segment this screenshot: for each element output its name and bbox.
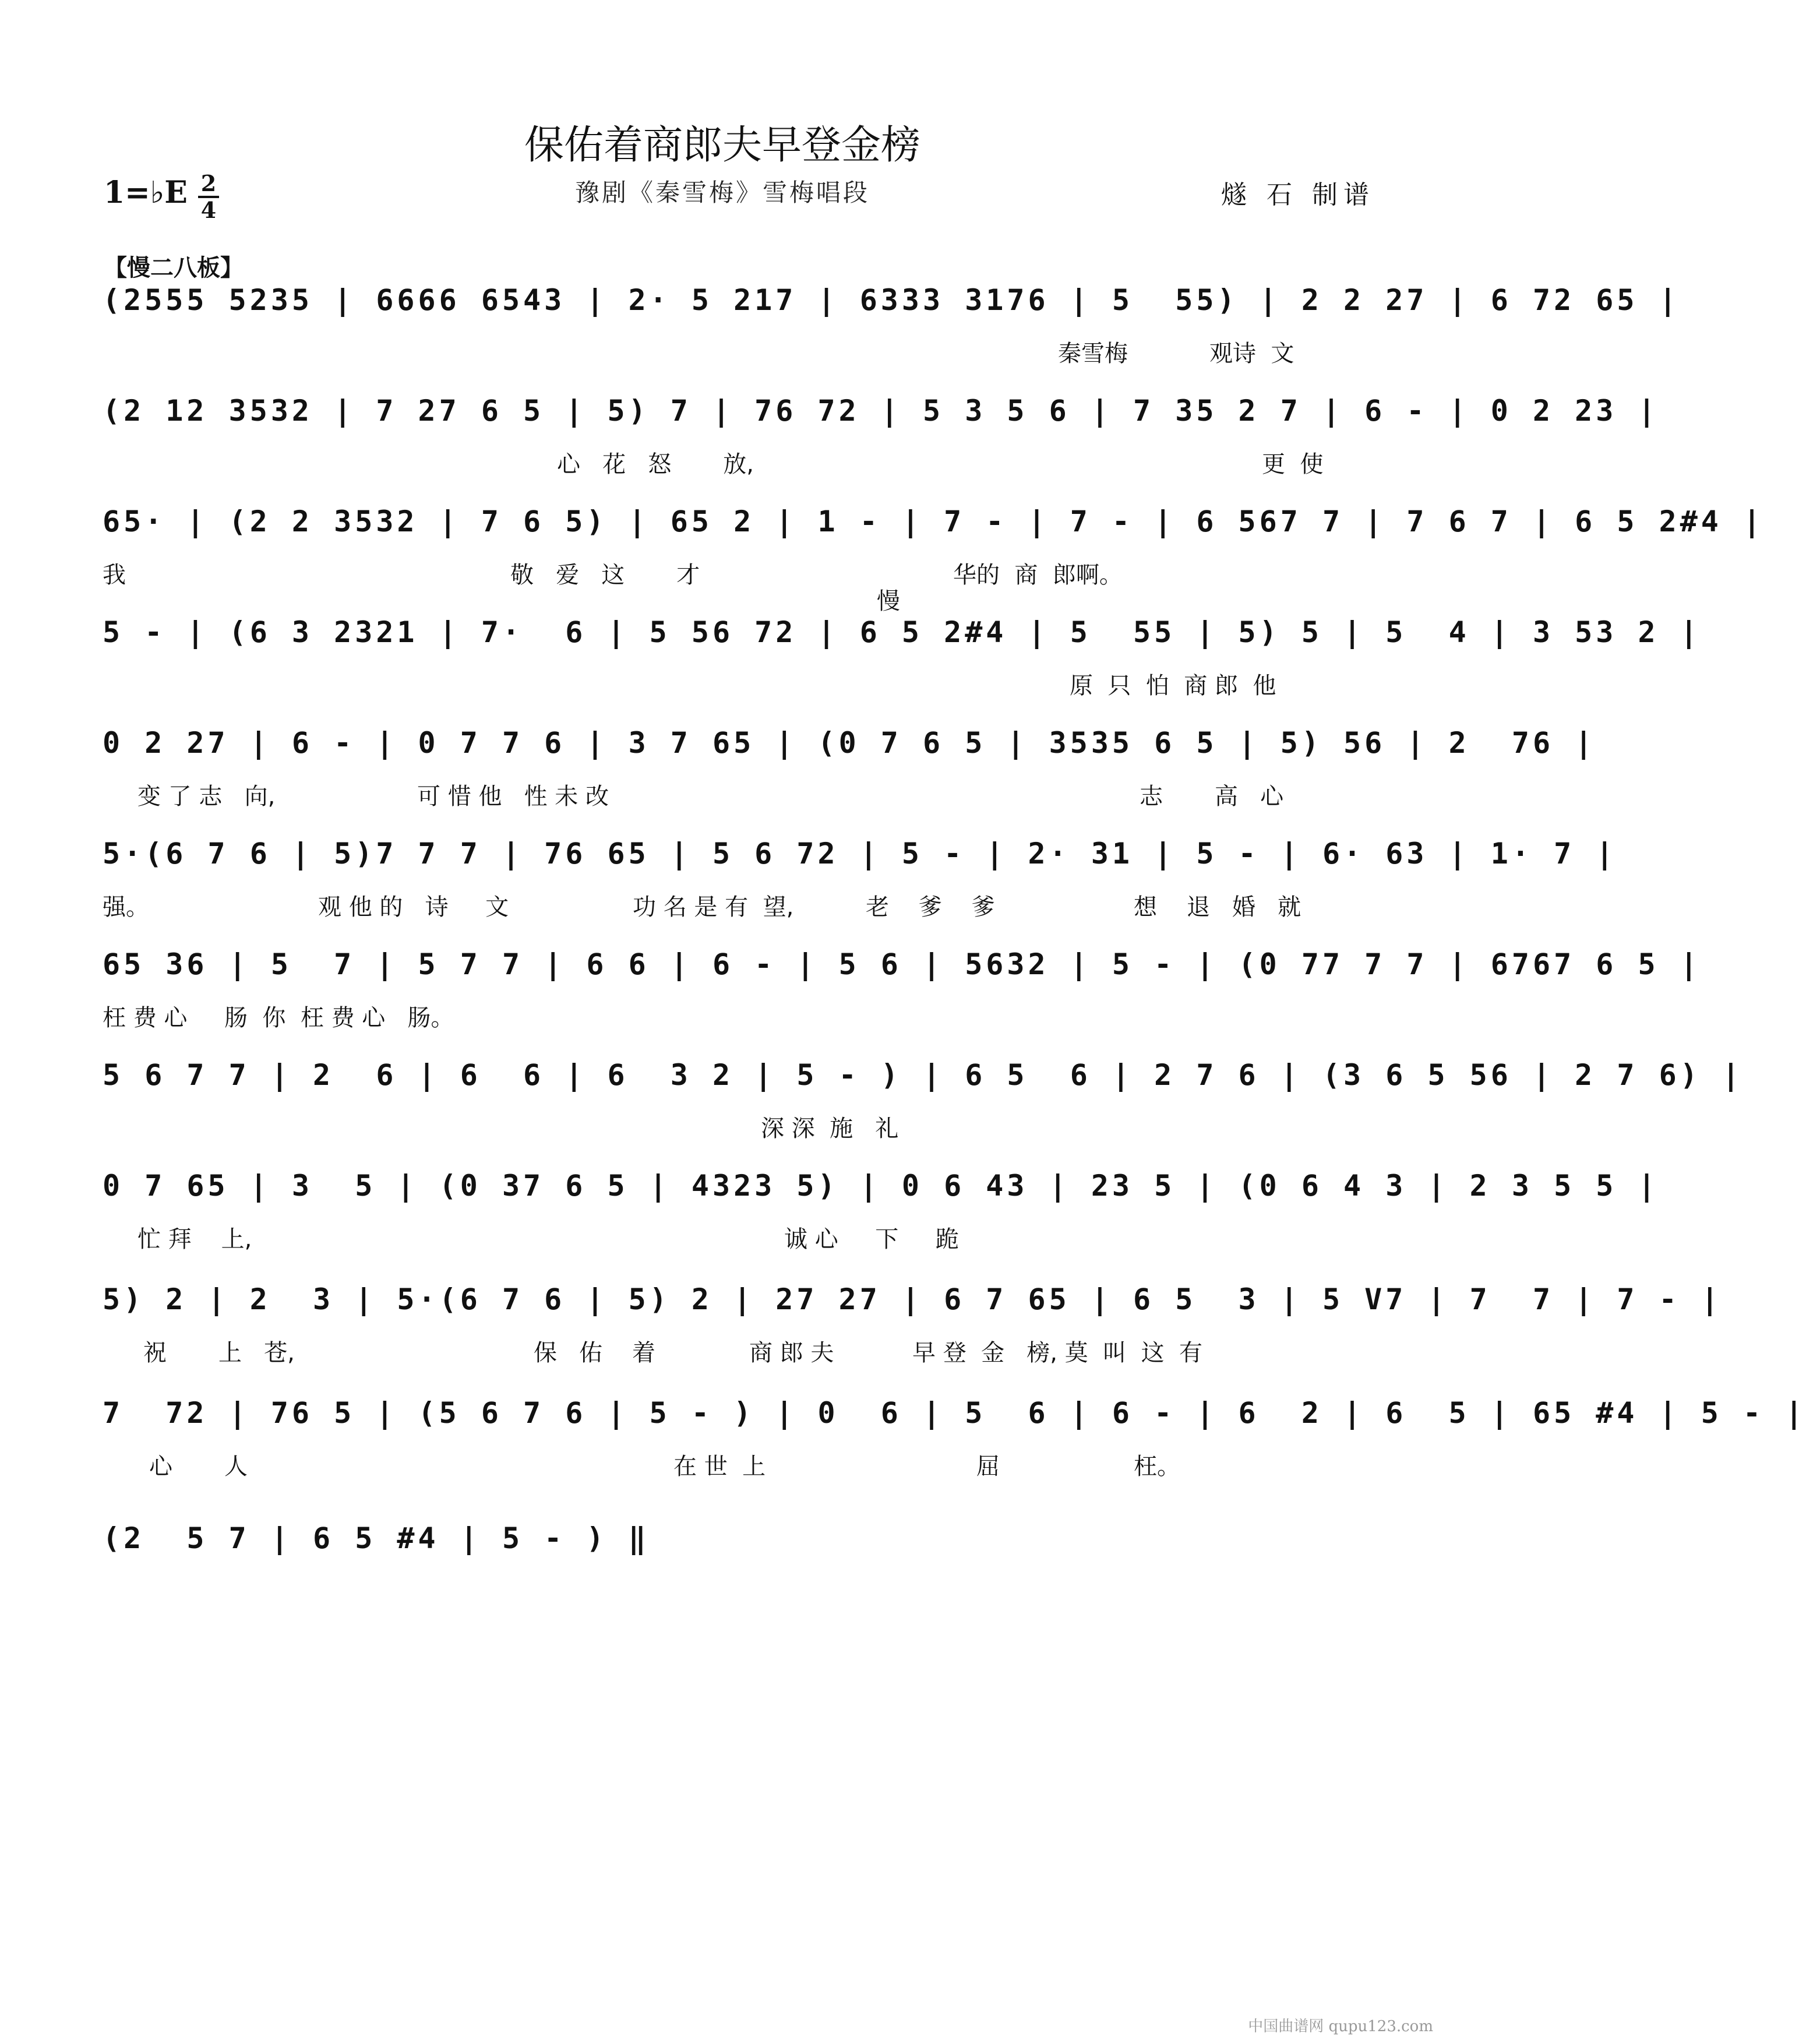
lyric-text: 我 xyxy=(103,562,126,588)
jianpu-notes: 65· | (2 2 3532 | 7 6 5) | 65 2 | 1 - | 7 - | 7 - | 6 567 7 | 7 6 7 | 6 5 2#4 | xyxy=(103,505,1765,538)
meter-bottom: 4 xyxy=(200,197,217,223)
jianpu-notes: (2 5 7 | 6 5 #4 | 5 - ) ‖ xyxy=(103,1521,650,1555)
tempo-marking: 【慢二八板】 xyxy=(104,255,244,281)
lyric-text: 功 名 是 有 望, xyxy=(633,894,794,921)
key-signature: 1=♭E xyxy=(104,175,188,210)
tempo-slow-mark: 慢 xyxy=(877,588,900,615)
lyric-text: 想 退 婚 就 xyxy=(1134,894,1301,921)
lyric-text: 变 了 志 向, xyxy=(137,783,276,810)
lyric-text: 保 佑 着 xyxy=(534,1340,656,1366)
lyric-text: 观诗 文 xyxy=(1209,340,1294,367)
lyric-text: 老 爹 爹 xyxy=(866,894,995,921)
lyric-text: 原 只 怕 商 郎 他 xyxy=(1070,672,1276,699)
score-row xyxy=(103,1052,1743,1157)
score-row xyxy=(103,720,1596,824)
jianpu-notes: 7 72 | 76 5 | (5 6 7 6 | 5 - ) | 0 6 | 5 6 | 6 - | 6 2 | 6 5 | 65 #4 | 5 - | xyxy=(103,1396,1806,1430)
jianpu-notes: 5·(6 7 6 | 5)7 7 7 | 76 65 | 5 6 72 | 5 - | 2· 31 | 5 - | 6· 63 | 1· 7 | xyxy=(103,837,1617,871)
lyric-text: 在 世 上 xyxy=(673,1453,766,1480)
lyrics-line xyxy=(103,335,1378,370)
jianpu-notes: 0 2 27 | 6 - | 0 7 7 6 | 3 7 65 | (0 7 6 5 | 3535 6 5 | 5) 56 | 2 76 | xyxy=(103,726,1596,760)
lyrics-line xyxy=(103,889,1378,924)
jianpu-notes: 65 36 | 5 7 | 5 7 7 | 6 6 | 6 - | 5 6 | 5632 | 5 - | (0 77 7 7 | 6767 6 5 | xyxy=(103,947,1701,981)
lyric-text: 强。 xyxy=(103,894,149,921)
score-row xyxy=(103,830,1617,935)
lyrics-line xyxy=(103,1448,1378,1483)
jianpu-notes: 5) 2 | 2 3 | 5·(6 7 6 | 5) 2 | 27 27 | 6 7 65 | 6 5 3 | 5 V7 | 7 7 | 7 - | xyxy=(103,1282,1722,1316)
jianpu-notes: 5 - | (6 3 2321 | 7· 6 | 5 56 72 | 6 5 2#4 | 5 55 | 5) 5 | 5 4 | 3 53 2 | xyxy=(103,615,1701,649)
lyric-text: 祝 上 苍, xyxy=(143,1340,295,1366)
lyric-text: 屈 xyxy=(976,1453,1000,1480)
score-row xyxy=(103,1390,1806,1495)
lyric-text: 早 登 金 榜, 莫 叫 这 有 xyxy=(912,1340,1203,1366)
lyric-text: 忙 拜 上, xyxy=(137,1226,252,1253)
jianpu-notes: 5 6 7 7 | 2 6 | 6 6 | 6 3 2 | 5 - ) | 6 5 6 | 2 7 6 | (3 6 5 56 | 2 7 6) | xyxy=(103,1058,1743,1092)
lyrics-line xyxy=(103,1110,1378,1145)
lyric-text: 华的 商 郎啊。 xyxy=(953,562,1123,588)
page-title: 保佑着商郎夫早登金榜 xyxy=(524,122,920,168)
jianpu-notes: (2 12 3532 | 7 27 6 5 | 5) 7 | 76 72 | 5 3 5 6 | 7 35 2 7 | 6 - | 0 2 23 | xyxy=(103,394,1659,428)
jianpu-notes: (2555 5235 | 6666 6543 | 2· 5 217 | 6333 3176 | 5 55) | 2 2 27 | 6 72 65 | xyxy=(103,283,1680,317)
subtitle: 豫剧《秦雪梅》雪梅唱段 xyxy=(574,178,870,207)
lyric-text: 观 他 的 诗 文 xyxy=(318,894,509,921)
lyrics-line xyxy=(103,556,1378,591)
lyrics-line xyxy=(103,1334,1378,1369)
lyrics-line xyxy=(103,446,1378,481)
lyric-text: 枉。 xyxy=(1134,1453,1180,1480)
lyric-text: 敬 爱 这 才 xyxy=(510,562,700,588)
lyric-text: 更 使 xyxy=(1262,451,1324,478)
score-row xyxy=(103,941,1701,1046)
lyrics-line xyxy=(103,1573,1378,1608)
lyrics-line xyxy=(103,667,1378,702)
lyric-text: 可 惜 他 性 未 改 xyxy=(417,783,609,810)
score-row xyxy=(103,387,1659,492)
score-row xyxy=(103,498,1765,603)
score-row xyxy=(103,1162,1659,1267)
lyric-text: 枉 费 心 肠 你 枉 费 心 肠。 xyxy=(103,1005,454,1031)
lyrics-line xyxy=(103,999,1378,1034)
lyric-text: 志 高 心 xyxy=(1140,783,1284,810)
watermark: 中国曲谱网 qupu123.com xyxy=(1248,2018,1433,2035)
lyric-text: 心 花 怒 放, xyxy=(557,451,754,478)
lyric-text: 商 郎 夫 xyxy=(749,1340,834,1366)
lyric-text: 心 人 xyxy=(149,1453,248,1480)
lyrics-line xyxy=(103,1221,1378,1256)
jianpu-notes: 0 7 65 | 3 5 | (0 37 6 5 | 4323 5) | 0 6 43 | 23 5 | (0 6 4 3 | 2 3 5 5 | xyxy=(103,1169,1659,1203)
score-row xyxy=(103,277,1680,382)
meter-top: 2 xyxy=(200,170,217,196)
lyrics-line xyxy=(103,778,1378,813)
score-row xyxy=(103,1515,1378,1620)
lyric-text: 诚 心 下 跪 xyxy=(784,1226,959,1253)
lyric-text: 秦雪梅 xyxy=(1058,340,1128,367)
score-row xyxy=(103,609,1701,714)
composer: 燧 石 制谱 xyxy=(1221,180,1375,210)
lyric-text: 深 深 施 礼 xyxy=(761,1115,899,1142)
score-row xyxy=(103,1276,1722,1381)
